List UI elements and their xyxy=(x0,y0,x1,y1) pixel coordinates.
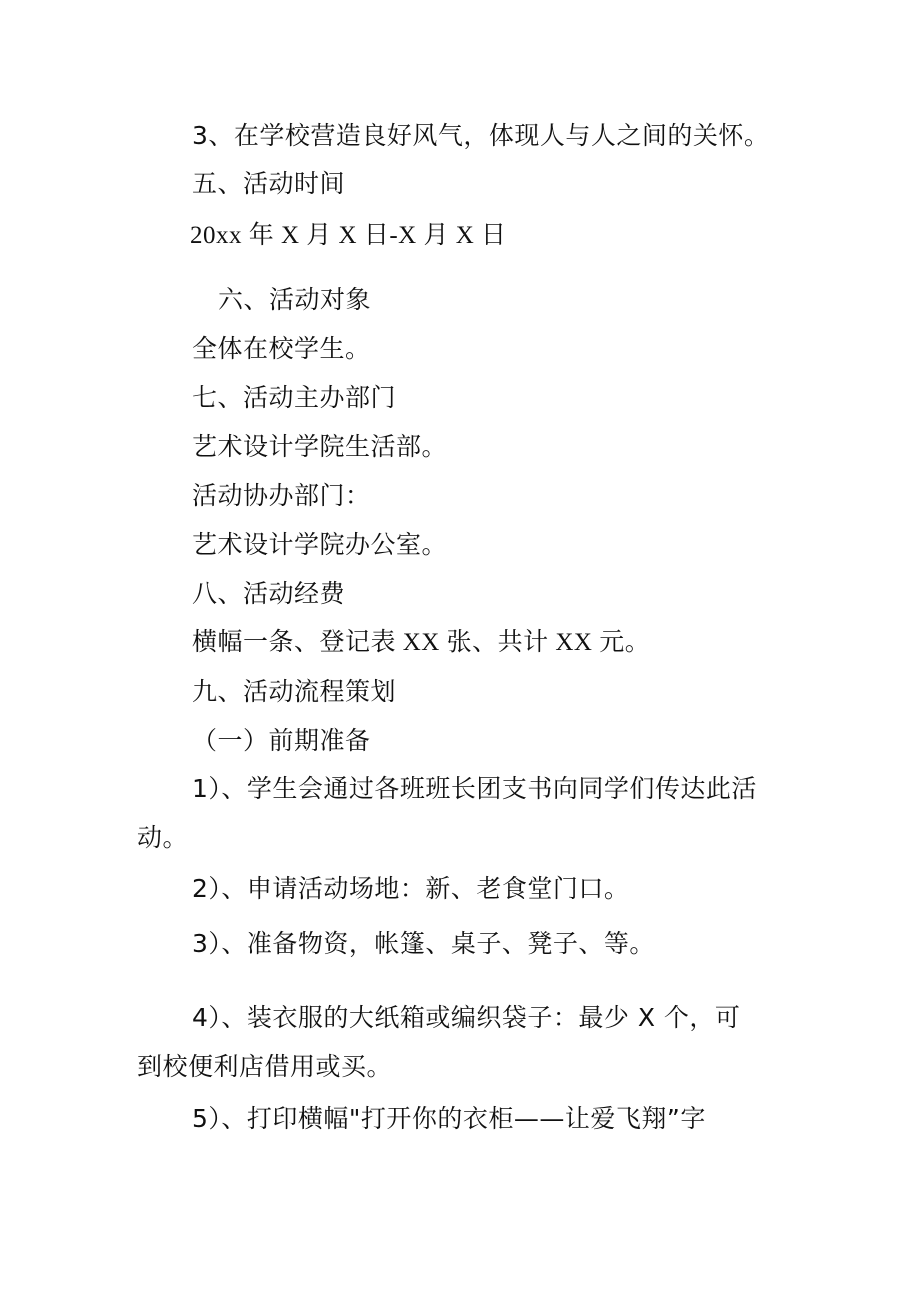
section-heading-5: 五、活动时间 xyxy=(192,169,346,198)
list-item-3: 3、在学校营造良好风气，体现人与人之间的关怀。 xyxy=(192,121,770,150)
section-heading-9: 九、活动流程策划 xyxy=(192,677,397,706)
list-item-1: 1）、学生会通过各班班长团支书向同学们传达此活 xyxy=(192,774,757,803)
list-item-3-prep: 3）、准备物资，帐篷、桌子、凳子、等。 xyxy=(192,929,655,958)
section-heading-8: 八、活动经费 xyxy=(192,579,346,608)
list-item-4: 4）、装衣服的大纸箱或编织袋子：最少 X 个，可 xyxy=(192,1003,741,1032)
list-item-5: 5）、打印横幅"打开你的衣柜——让爱飞翔”字 xyxy=(192,1104,706,1133)
paragraph-line: 横幅一条、登记表 XX 张、共计 XX 元。 xyxy=(192,629,651,656)
paragraph-line: 艺术设计学院生活部。 xyxy=(192,432,448,461)
section-heading-7: 七、活动主办部门 xyxy=(192,383,397,412)
list-item-4-continued: 到校便利店借用或买。 xyxy=(137,1052,393,1081)
paragraph-line: 艺术设计学院办公室。 xyxy=(192,530,448,559)
date-range-line: 20xx 年 X 月 X 日-X 月 X 日 xyxy=(190,222,507,249)
subsection-heading: （一）前期准备 xyxy=(192,726,371,755)
paragraph-line: 全体在校学生。 xyxy=(192,334,371,363)
list-item-1-continued: 动。 xyxy=(137,823,189,852)
list-item-2: 2）、申请活动场地：新、老食堂门口。 xyxy=(192,874,630,903)
paragraph-line: 活动协办部门： xyxy=(192,481,371,510)
section-heading-6: 六、活动对象 xyxy=(218,285,372,314)
